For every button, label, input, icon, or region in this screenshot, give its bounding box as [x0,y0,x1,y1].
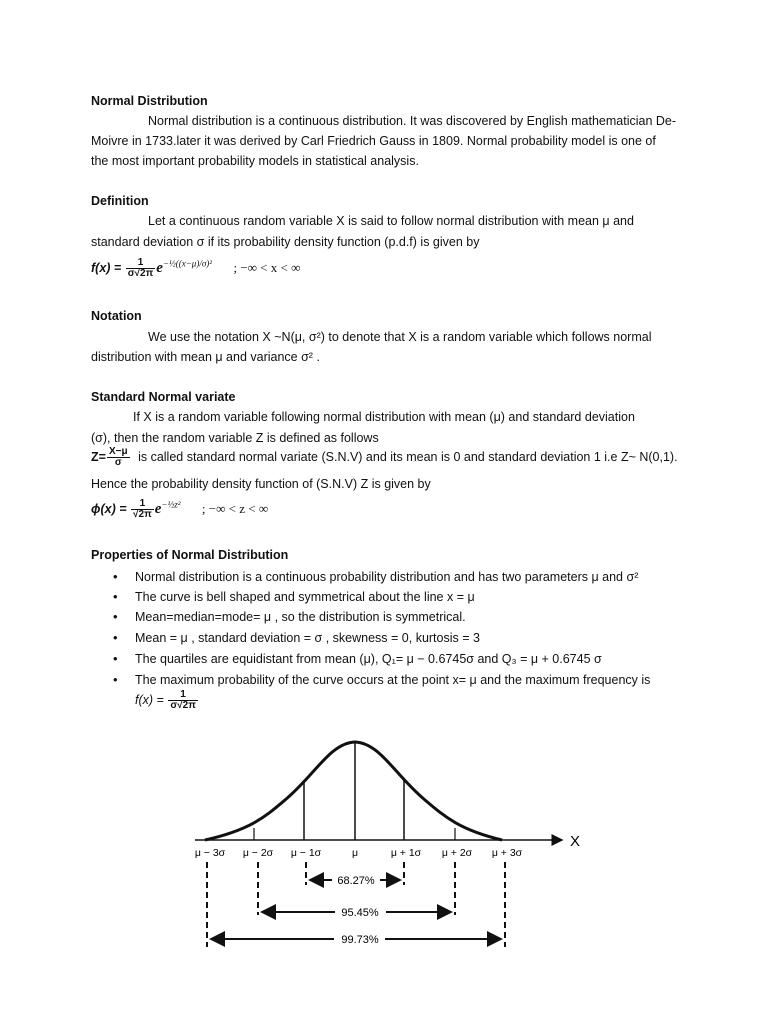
heading-definition: Definition [91,194,149,208]
snv-line-1: If X is a random variable following normal distribution with mean (μ) and standard deviation [133,410,635,424]
max-denominator: σ√2π [170,700,196,711]
property-item-1: Normal distribution is a continuous probability distribution and has two parameters μ and σ² [135,570,639,584]
bullet-6: • [113,672,118,687]
definition-line-1: Let a continuous random variable X is said to follow normal distribution with mean μ and [148,214,634,228]
max-fraction [168,690,198,711]
tick-label-plus-1sigma: μ + 1σ [390,847,422,859]
property-item-3: Mean=median=mode= μ , so the distribution is symmetrical. [135,610,466,624]
bullet-3: • [113,609,118,624]
snv-pdf-range: ; −∞ < z < ∞ [201,500,269,516]
z-definition [91,447,678,468]
pdf-lhs: f(x) = [91,260,122,275]
intro-line-1: Normal distribution is a continuous distribution. It was discovered by English mathematician De- [148,114,677,128]
bullet-2: • [113,589,118,604]
z-numerator: X−μ [108,446,128,457]
intro-line-3: the most important probability models in statistical analysis. [91,154,419,168]
z-denominator: σ [114,457,122,468]
tick-label-plus-2sigma: μ + 2σ [441,847,473,859]
z-text: is called standard normal variate (S.N.V) and its mean is 0 and standard deviation 1 i.e Z~ N(0,1). [138,449,678,464]
snv-pdf-fraction [131,499,154,520]
bullet-5: • [113,651,118,666]
interval-label-99: 99.73% [341,934,379,946]
property-item-2: The curve is bell shaped and symmetrical about the line x = μ [135,590,475,604]
snv-pdf-base: e [154,500,162,517]
heading-normal-distribution: Normal Distribution [91,94,208,108]
pdf-base: e [156,259,163,276]
normal-curve-figure [0,725,768,965]
z-lhs: Z= [91,449,106,464]
snv-pdf-exponent: −½z² [161,499,181,510]
definition-line-2: standard deviation σ if its probability density function (p.d.f) is given by [91,235,480,249]
pdf-exponent: −½((x−μ)/σ)² [162,258,212,269]
interval-label-68: 68.27% [337,875,375,887]
property-item-6: The maximum probability of the curve occurs at the point x= μ and the maximum frequency is [135,673,651,687]
tick-label-mean: μ [351,847,359,859]
tick-label-plus-3sigma: μ + 3σ [491,847,523,859]
snv-pdf-formula [91,499,268,520]
pdf-fraction [126,258,156,279]
tick-label-minus-2sigma: μ − 2σ [242,847,274,859]
heading-standard-normal-variate: Standard Normal variate [91,390,236,404]
bullet-1: • [113,569,118,584]
tick-label-minus-3sigma: μ − 3σ [194,847,226,859]
tick-label-minus-1sigma: μ − 1σ [290,847,322,859]
max-lhs: f(x) = [135,692,164,707]
bell-curve [205,742,502,840]
property-item-5: The quartiles are equidistant from mean (μ), Q₁= μ − 0.6745σ and Q₃ = μ + 0.6745 σ [135,652,602,666]
snv-line-2: (σ), then the random variable Z is defined as follows [91,431,379,445]
snv-line-3: Hence the probability density function of (S.N.V) Z is given by [91,477,431,491]
snv-pdf-lhs: ϕ(x) = [91,501,127,516]
snv-pdf-numerator: 1 [131,499,154,510]
interval-label-95: 95.45% [341,907,379,919]
bullet-4: • [113,630,118,645]
property-item-4: Mean = μ , standard deviation = σ , skewness = 0, kurtosis = 3 [135,631,480,645]
heading-properties: Properties of Normal Distribution [91,548,289,562]
intro-line-2: Moivre in 1733.later it was derived by Carl Friedrich Gauss in 1809. Normal probability model is one of [91,134,656,148]
notation-line-2: distribution with mean μ and variance σ² . [91,350,320,364]
max-frequency-formula [135,690,199,711]
pdf-formula [91,258,300,279]
pdf-denominator: σ√2π [127,268,154,279]
notation-line-1: We use the notation X ~N(μ, σ²) to denote that X is a random variable which follows normal [148,330,652,344]
z-fraction [107,447,130,468]
snv-pdf-denominator: √2π [133,509,152,520]
max-numerator: 1 [168,690,198,701]
heading-notation: Notation [91,309,142,323]
x-axis-label: X [570,833,581,850]
pdf-range: ; −∞ < x < ∞ [233,259,301,275]
pdf-numerator: 1 [126,258,156,269]
